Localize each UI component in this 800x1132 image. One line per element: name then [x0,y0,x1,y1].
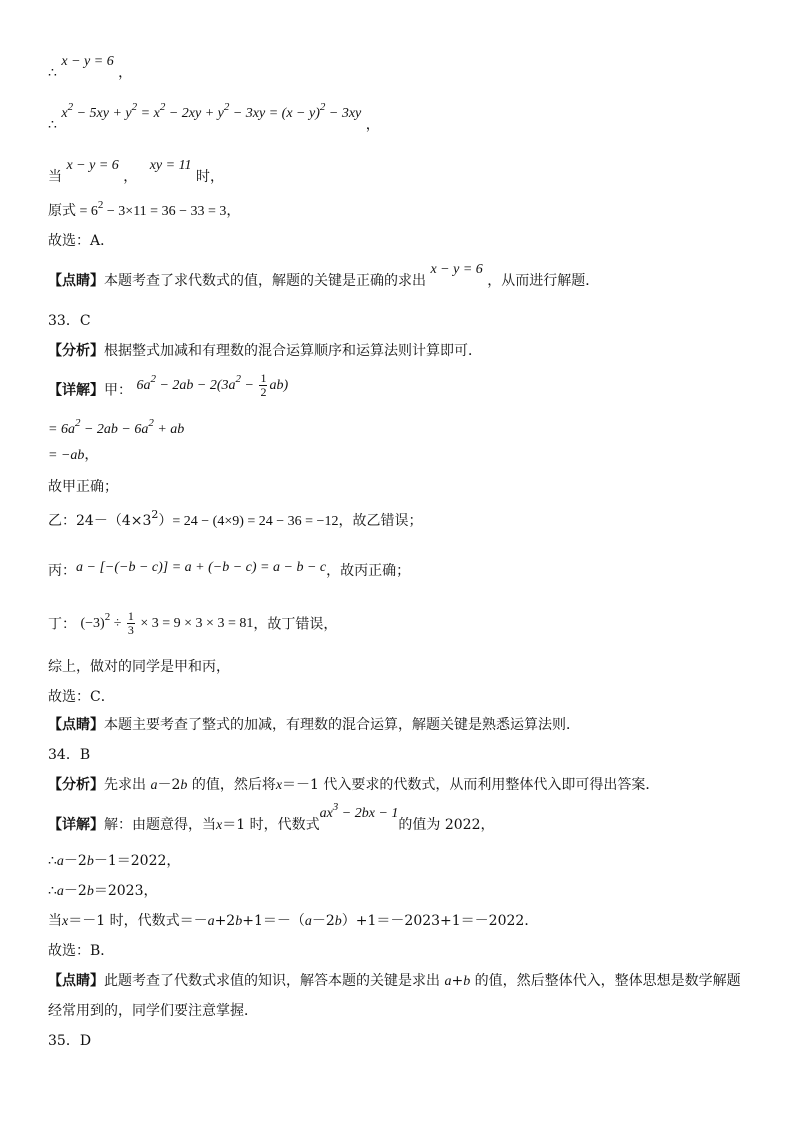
tag-xiangjie: 【详解】 [48,817,104,833]
math-xy: xy = 11 [149,158,192,173]
text: 本题考查了求代数式的值，解题的关键是正确的求出 [104,273,426,289]
question-number: 35．D [48,1033,92,1049]
yi-line [48,508,423,531]
line-4 [48,199,241,221]
text: 根据整式加减和有理数的混合运算顺序和运算法则计算即可． [104,343,482,359]
bing-line [48,562,410,581]
detail-line: 【详解】解：由题意得，当x＝1 时，代数式ax3 − 2bx − 1的值为 2022， [48,801,495,833]
text: 当 [48,169,62,185]
math-x-minus-y: x − y = 6 [430,262,483,277]
step-line [48,417,185,439]
tag-dianjing: 【点睛】 [48,273,104,289]
text: 本题主要考查了整式的加减，有理数的混合运算，解题关键是熟悉运算法则． [104,717,580,733]
answer-line: 故选：C． [48,689,115,705]
eq-line: ∴a－2b－1＝2022， [48,853,181,869]
therefore-symbol: ∴ [48,65,57,81]
math-expression: = 24 − (4×9) = 24 − 36 = −12 [172,514,339,529]
summary-line: 综上，做对的同学是甲和丙， [48,659,230,675]
eq-line: 当x＝－1 时，代数式＝－a+2b+1＝－（a－2b）+1＝－2023+1＝－2022． [48,913,539,929]
line-6 [48,262,600,291]
punct: ， [226,203,241,219]
tag-fenxi: 【分析】 [48,777,104,793]
math-expression: = 6a2 − 2ab − 6a2 + ab [48,417,185,437]
eq-line: ∴a－2b＝2023， [48,883,158,899]
math-expression: ax3 − 2bx − 1 [319,801,399,821]
math-expression: = −ab [48,448,85,463]
text: ，从而进行解题． [487,273,600,289]
ding-line [48,609,338,639]
text: ，故丁错误， [253,616,338,633]
tag-dianjing: 【点睛】 [48,717,104,733]
punct: ， [365,117,380,133]
dianjing-line [48,716,580,734]
detail-line [48,371,289,405]
analysis-line [48,342,482,360]
question-number: 33．C [48,313,91,329]
tag-xiangjie: 【详解】 [48,382,104,399]
line-5: 故选：A． [48,233,115,249]
analysis-line: 【分析】先求出 a－2b 的值，然后将x＝－1 代入要求的代数式，从而利用整体代入即可得出答案． [48,777,660,793]
fraction-half: $\frac{1}{2}$ [260,371,267,399]
math-expression: (−3)2 ÷ $\frac{1}{3}$ × 3 = 9 × 3 × 3 = 81 [80,609,254,637]
therefore-symbol: ∴ [48,117,57,133]
text: 丁： [48,616,76,633]
punct: ， [123,169,138,185]
text: 原式 [48,203,76,219]
text: 时， [195,169,224,185]
text: 丙： [48,563,76,579]
text: 乙：24－（4×32） [48,508,173,529]
question-number: 34．B [48,747,91,763]
step-line [48,446,98,465]
tag-dianjing: 【点睛】 [48,973,104,989]
math-expression: 6a2 − 2ab − 2(3a2 − $\frac{1}{2}$ ab) [136,371,289,399]
text: ，故丙正确； [326,563,411,579]
punct: ， [84,447,99,463]
line-2 [48,101,380,133]
line-1 [48,52,133,81]
fraction-third: $\frac{1}{3}$ [127,609,134,637]
math-expression: x2 − 5xy + y2 = x2 − 2xy + y2 − 3xy = (x − y)2 − 3xy [61,101,362,121]
text: 甲： [104,382,132,399]
punct: ， [118,65,133,81]
dianjing-line-2: 经常用到的，同学们要注意掌握． [48,1003,258,1019]
math-x-minus-y: x − y = 6 [61,54,114,69]
math-expression: = 62 − 3×11 = 36 − 33 = 3 [76,199,227,219]
text: ，故乙错误； [338,513,423,529]
answer-line: 故选：B． [48,943,115,959]
tag-fenxi: 【分析】 [48,343,104,359]
line-3 [48,156,224,185]
math-x-minus-y: x − y = 6 [66,158,119,173]
dianjing-line: 【点睛】此题考查了代数式求值的知识，解答本题的关键是求出 a+b 的值，然后整体代入，整体思想是数学解题 [48,973,741,989]
conclusion-jia: 故甲正确； [48,479,118,495]
math-expression: a − [−(−b − c)] = a + (−b − c) = a − b − c [76,560,327,575]
